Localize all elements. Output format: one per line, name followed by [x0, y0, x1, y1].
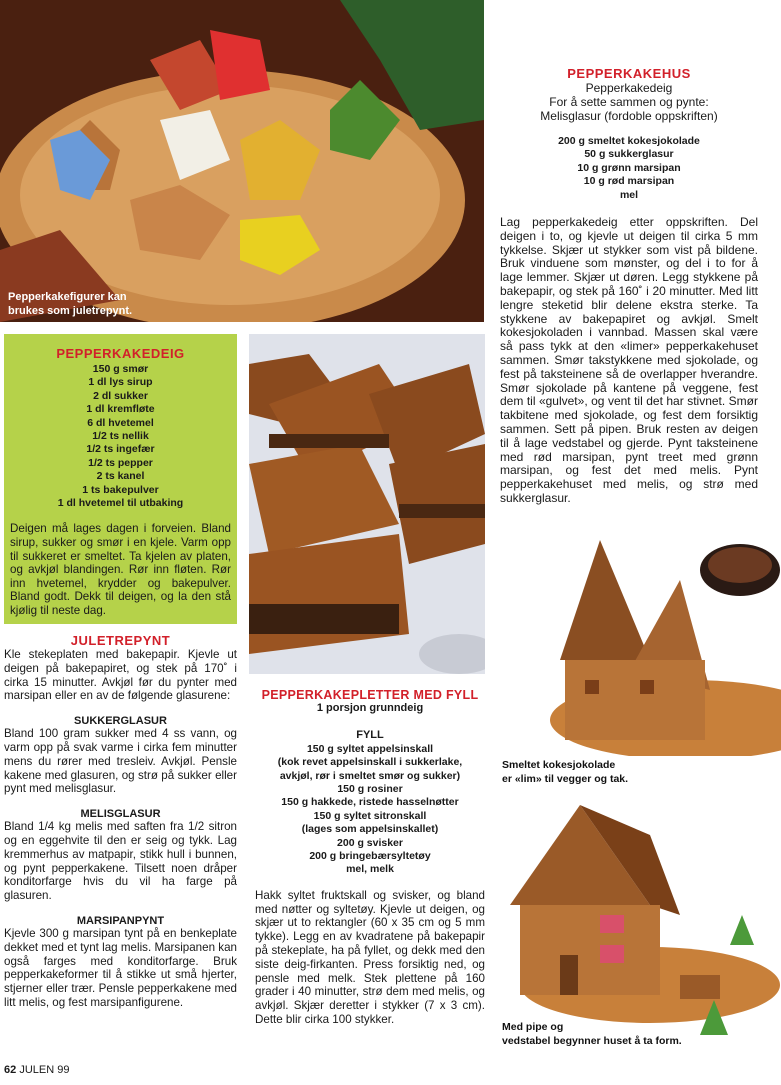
heading-melisglasur: MELISGLASUR: [80, 808, 161, 821]
section-pepperkakehus: [500, 66, 758, 506]
page-number: 62: [4, 1064, 17, 1076]
footer: [4, 1064, 69, 1076]
section-juletrepynt: [4, 633, 237, 1010]
pepperkakehus-text: Lag pepperkakedeig etter oppskriften. Del deigen i to, og kjevle ut deigen til cirka 5 mm tykkelse. Skjær ut stykker som vist på bildene. Bruk vinduene som mønster, og del i to for å lage lemmer. Skjær ut døren. Legg stykkene på bakepapir, og stek på 160˚ i 20 minutter. Med litt lengre steketid blir delene ekstra sterke. Ta stykkene av bakepapiret og avkjøl. Smelt kokesjokoladen i vannbad. Massen skal være så pass tykk at den «limer» pepperkakehuset sammen. Smør takstykkene med sjokolade, og fest på taksteinene så de overlapper hverandre. Smør sjokolade på kantene på veggene, fest dem til «gulvet», og vent til det har stivnet. Smør takbitene med sjokolade, og fest dem forsiktig sammen. Sett på pipen. Bruk resten av deigen til å lage vedstabel og gjerde. Pynt taksteinene med rød marsipan, pynt treet med grønn marsipan, og fest det med melis. Pynt pepperkakehuset med melis, og strø med sukkerglasur.: [500, 215, 758, 505]
photo-house-assembly: [540, 520, 781, 756]
juletrepynt-text: Kle stekeplaten med bakepapir. Kjevle ut deigen på bakepapiret, og stek på 170˚ i cirka 15 minutter. Avkjøl før du pynter med marsipan eller en av de følgende glasurene:: [4, 648, 237, 703]
heading-pepperkakedeig: PEPPERKAKEDEIG: [56, 346, 185, 361]
house-finished-illustration: [500, 795, 781, 1045]
pletter-text: Hakk syltet fruktskall og svisker, og bland med nøtter og syltetøy. Kjevle ut deigen, og skjær ut to rektangler (60 x 35 cm og 5 mm tykke). Legg en av kvadratene på bakepapir på stekeplate, ha på fyllet, og dekk med den siste deig-firkanten. Press forsiktig ned, og pensle med melk. Stek plettene på 160 grader i 40 minutter, strø dem med melis, og avkjøl. Skjær deretter i stykker (7 x 3 cm). Dette blir cirka 100 stykker.: [255, 888, 485, 1027]
marsipanpynt-text: Kjevle 300 g marsipan tynt på en benkeplate dekket med et tynt lag melis. Marsipanen kan også farges med konditorfarge. Bruk pepperkakeformer til å stikke ut små hjerter, stjerner eller trær. Pensle pepperkakene med litt melis, og fest marsipanfigurene.: [4, 926, 237, 1009]
pepperkakedeig-ingredients: 150 g smør 1 dl lys sirup 2 dl sukker 1 dl kremfløte 6 dl hvetemel 1/2 ts nellik 1/2 ts ingefær 1/2 ts pepper 2 ts kanel 1 ts bakepulver 1 dl hvetemel til utbaking: [57, 363, 184, 510]
cookies-illustration: [0, 0, 484, 322]
house-assembly-illustration: [540, 520, 781, 756]
photo-cookies: [0, 0, 484, 322]
pletter-illustration: [249, 334, 485, 674]
pletter-subtitle: 1 porsjon grunndeig: [316, 702, 424, 714]
heading-marsipanpynt: MARSIPANPYNT: [76, 914, 165, 927]
caption-cookies: Pepperkakefigurer kan brukes som juletrepynt.: [8, 291, 133, 317]
heading-sukkerglasur: SUKKERGLASUR: [74, 715, 167, 728]
heading-pepperkakehus: PEPPERKAKEHUS: [567, 66, 691, 81]
heading-pletter: PEPPERKAKEPLETTER MED FYLL: [261, 688, 479, 702]
sukkerglasur-text: Bland 100 gram sukker med 4 ss vann, og varm opp på svak varme i cirka fem minutter mens du rører med tresleiv. Avkjøl. Pensle kakene med glasuren, og strø på sukker eller pynt med melisglasur.: [4, 727, 237, 796]
heading-fyll: FYLL: [356, 729, 384, 742]
pepperkakehus-ingredients: 200 g smeltet kokesjokolade 50 g sukkerglasur 10 g grønn marsipan 10 g rød marsipan mel: [558, 135, 700, 201]
pepperkakedeig-text: Deigen må lages dagen i forveien. Bland sirup, sukker og smør i en kjele. Varm opp til sukkeret er smeltet. Ta kjelen av platen, og avkjøl blandingen. Rør inn fløten. Rør inn hvetemel, krydder og bakepulver. Bland godt. Dekk til deigen, og la den stå kjølig til neste dag.: [10, 522, 231, 618]
box-pepperkakedeig: [4, 334, 237, 624]
heading-juletrepynt: JULETREPYNT: [70, 633, 171, 648]
photo-house-finished: [500, 795, 781, 1045]
issue-label: JULEN 99: [19, 1064, 70, 1076]
caption-pipe: Med pipe og vedstabel begynner huset å ta form.: [502, 1021, 682, 1047]
section-pletter: [255, 688, 485, 1027]
photo-pletter: [249, 334, 485, 674]
pletter-ingredients: 150 g syltet appelsinskall (kok revet appelsinskall i sukkerlake, avkjøl, rør i smeltet smør og sukker) 150 g rosiner 150 g hakkede, ristede hasselnøtter 150 g syltet sitronskall (lages som appelsinskallet) 200 g svisker 200 g bringebærsyltetøy mel, melk: [277, 742, 463, 876]
caption-glue: Smeltet kokesjokolade er «lim» til vegger og tak.: [502, 759, 629, 785]
pepperkakehus-intro: Pepperkakedeig For å sette sammen og pynte: Melisglasur (fordoble oppskriften): [540, 81, 718, 123]
melisglasur-text: Bland 1/4 kg melis med saften fra 1/2 sitron og en eggehvite til den er seig og tykk. Lag kremmerhus av matpapir, stikk hull i bunnen, og pynt pepperkakene. Tilsett noen dråper konditorfarge hvis du vil ha farge på glasuren.: [4, 820, 237, 903]
